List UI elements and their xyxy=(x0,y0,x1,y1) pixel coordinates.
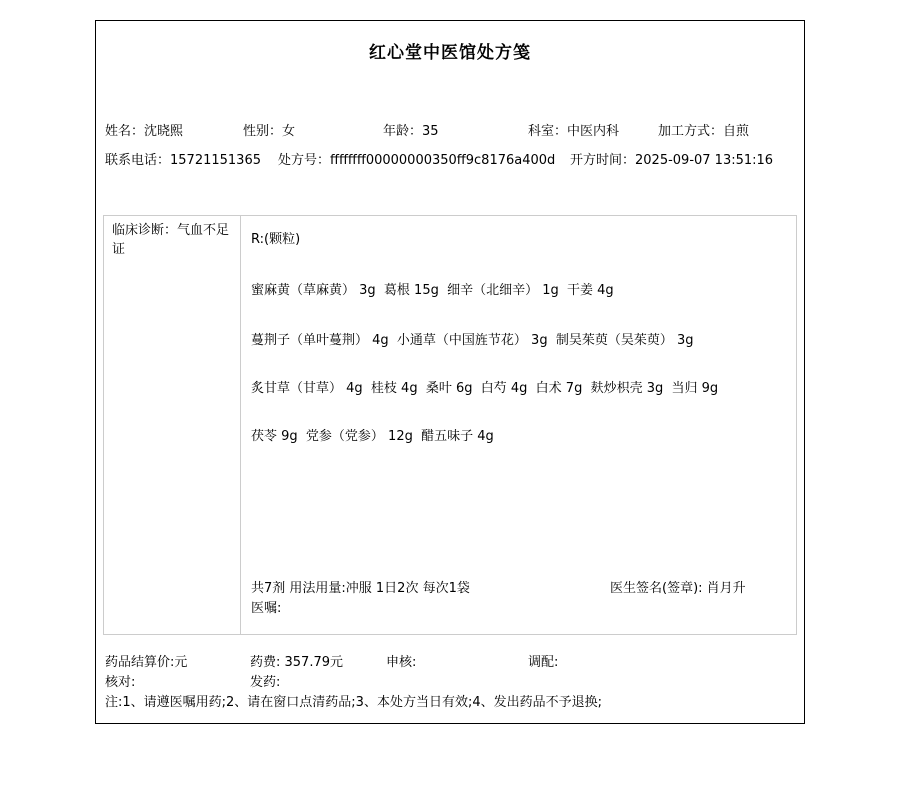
doctor-advice-label: 医嘱: xyxy=(251,601,282,616)
review-label: 申核: xyxy=(386,655,417,670)
issue-time-field: 开方时间：2025-09-07 13:51:16 xyxy=(570,153,774,168)
department-field: 科室：中医内科 xyxy=(528,124,620,139)
dispense-label: 调配: xyxy=(528,655,559,670)
rx-form-label: R:(颗粒) xyxy=(251,232,301,247)
prescription-sheet xyxy=(95,20,805,724)
doctor-signature: 医生签名(签章): 肖月升 xyxy=(610,581,746,596)
prescription-number-field: 处方号：ffffffff00000000350ff9c8176a400d xyxy=(278,153,556,168)
clinical-diagnosis-cell: 临床诊断：气血不足证 xyxy=(104,216,241,634)
medicine-fee-label: 药费: 357.79元 xyxy=(250,655,343,670)
herb-line: 炙甘草（甘草） 4g 桂枝 4g 桑叶 6g 白芍 4g 白术 7g 麸炒枳壳 3g 当归 9g xyxy=(251,381,719,396)
herb-line: 茯苓 9g 党参（党参） 12g 醋五味子 4g xyxy=(251,429,494,444)
dosage-usage-line: 共7剂 用法用量:冲服 1日2次 每次1袋 xyxy=(251,581,470,596)
patient-age-field: 年龄：35 xyxy=(383,124,439,139)
prescription-body-box xyxy=(103,215,797,635)
rx-content-cell xyxy=(241,216,796,634)
herb-line: 蔓荆子（单叶蔓荆） 4g 小通草（中国旌节花） 3g 制吴茱萸（吴茱萸） 3g xyxy=(251,333,694,348)
issue-medicine-label: 发药: xyxy=(250,675,281,690)
processing-method-field: 加工方式：自煎 xyxy=(658,124,750,139)
patient-name-field: 姓名：沈晓熙 xyxy=(105,124,184,139)
check-label: 核对: xyxy=(105,675,136,690)
settlement-price-label: 药品结算价:元 xyxy=(105,655,188,670)
herb-line: 蜜麻黄（草麻黄） 3g 葛根 15g 细辛（北细辛） 1g 干姜 4g xyxy=(251,283,614,298)
contact-phone-field: 联系电话：15721151365 xyxy=(105,153,261,168)
page-title: 红心堂中医馆处方笺 xyxy=(369,43,531,63)
notes-line: 注:1、请遵医嘱用药;2、请在窗口点清药品;3、本处方当日有效;4、发出药品不予退换; xyxy=(105,695,602,710)
patient-gender-field: 性别：女 xyxy=(243,124,296,139)
